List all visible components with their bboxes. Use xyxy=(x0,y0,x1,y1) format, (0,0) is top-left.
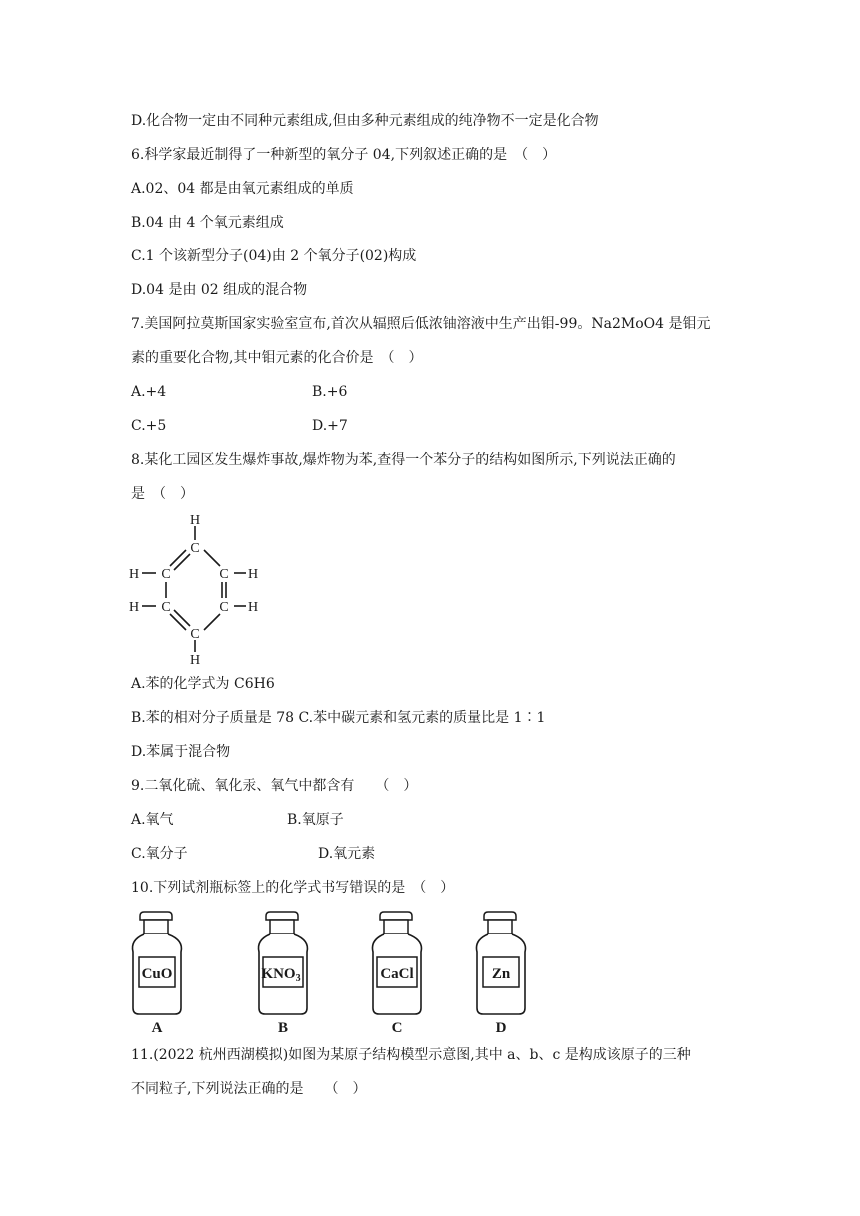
question-11: 11.(2022 杭州西湖模拟)如图为某原子结构模型示意图,其中 a、b、c 是构成该原子的三种 xyxy=(131,1047,691,1063)
option-d: D.苯属于混合物 xyxy=(131,744,231,760)
question-6: 6.科学家最近制得了一种新型的氧分子 04,下列叙述正确的是 （ ） xyxy=(131,147,557,163)
question-9: 9.二氧化硫、氧化汞、氧气中都含有 （ ） xyxy=(131,778,418,794)
option-a: A.苯的化学式为 C6H6 xyxy=(131,676,275,692)
option-a: A.02、04 都是由氧元素组成的单质 xyxy=(131,181,354,197)
bottle-letter-c: C xyxy=(391,1020,403,1033)
benzene-structure-diagram xyxy=(124,510,274,672)
question-10: 10.下列试剂瓶标签上的化学式书写错误的是 （ ） xyxy=(131,880,455,896)
bottle-letter-b: B xyxy=(277,1020,289,1033)
question-11-cont: 不同粒子,下列说法正确的是 （ ） xyxy=(131,1081,367,1097)
atom-h: H xyxy=(128,600,140,615)
bottle-label-b: KNO xyxy=(261,966,296,982)
option-d: D.氧元素 xyxy=(318,846,376,862)
option-6d-prev: D.化合物一定由不同种元素组成,但由多种元素组成的纯净物不一定是化合物 xyxy=(131,113,599,129)
option-c: C.+5 xyxy=(131,418,167,434)
option-d: D.04 是由 02 组成的混合物 xyxy=(131,282,308,298)
atom-c: C xyxy=(190,627,200,642)
option-b-c: B.苯的相对分子质量是 78 C.苯中碳元素和氢元素的质量比是 1∶1 xyxy=(131,710,546,726)
bottle-letter-d: D xyxy=(495,1020,507,1033)
atom-h: H xyxy=(247,600,259,615)
atom-c: C xyxy=(219,567,229,582)
bottle-label-c: CaCl xyxy=(380,966,414,982)
bottle-b xyxy=(258,912,307,1033)
atom-c: C xyxy=(161,600,171,615)
atom-h: H xyxy=(128,567,140,582)
atom-h: H xyxy=(247,567,259,582)
bottle-label-d: Zn xyxy=(491,966,511,982)
bottle-label-b-sub: 3 xyxy=(295,973,301,984)
option-a: A.+4 xyxy=(131,384,167,400)
option-b: B.04 由 4 个氧元素组成 xyxy=(131,215,284,231)
svg-text:KNO3 xyxy=(261,966,300,984)
bottle-letter-a: A xyxy=(151,1020,163,1033)
option-c: C.1 个该新型分子(04)由 2 个氧分子(02)构成 xyxy=(131,248,417,264)
atom-c: C xyxy=(161,567,171,582)
atom-h: H xyxy=(189,513,201,528)
option-c: C.氧分子 xyxy=(131,846,188,862)
atom-h: H xyxy=(189,653,201,668)
option-b: B.+6 xyxy=(312,384,348,400)
question-8: 8.某化工园区发生爆炸事故,爆炸物为苯,查得一个苯分子的结构如图所示,下列说法正确的 xyxy=(131,452,676,468)
bottle-a xyxy=(132,912,181,1033)
question-7: 7.美国阿拉莫斯国家实验室宣布,首次从辐照后低浓铀溶液中生产出钼-99。Na2MoO4 是钼元 xyxy=(131,316,711,332)
option-b: B.氧原子 xyxy=(287,812,344,828)
bottle-c xyxy=(372,912,421,1033)
option-d: D.+7 xyxy=(312,418,348,434)
option-a: A.氧气 xyxy=(131,812,174,828)
question-7-cont: 素的重要化合物,其中钼元素的化合价是 （ ） xyxy=(131,350,423,366)
question-8-cont: 是 （ ） xyxy=(131,486,194,502)
atom-c: C xyxy=(190,541,200,556)
reagent-bottles-figure xyxy=(126,908,556,1033)
atom-c: C xyxy=(219,600,229,615)
bottle-d xyxy=(476,912,525,1033)
bottle-label-a: CuO xyxy=(141,966,173,982)
